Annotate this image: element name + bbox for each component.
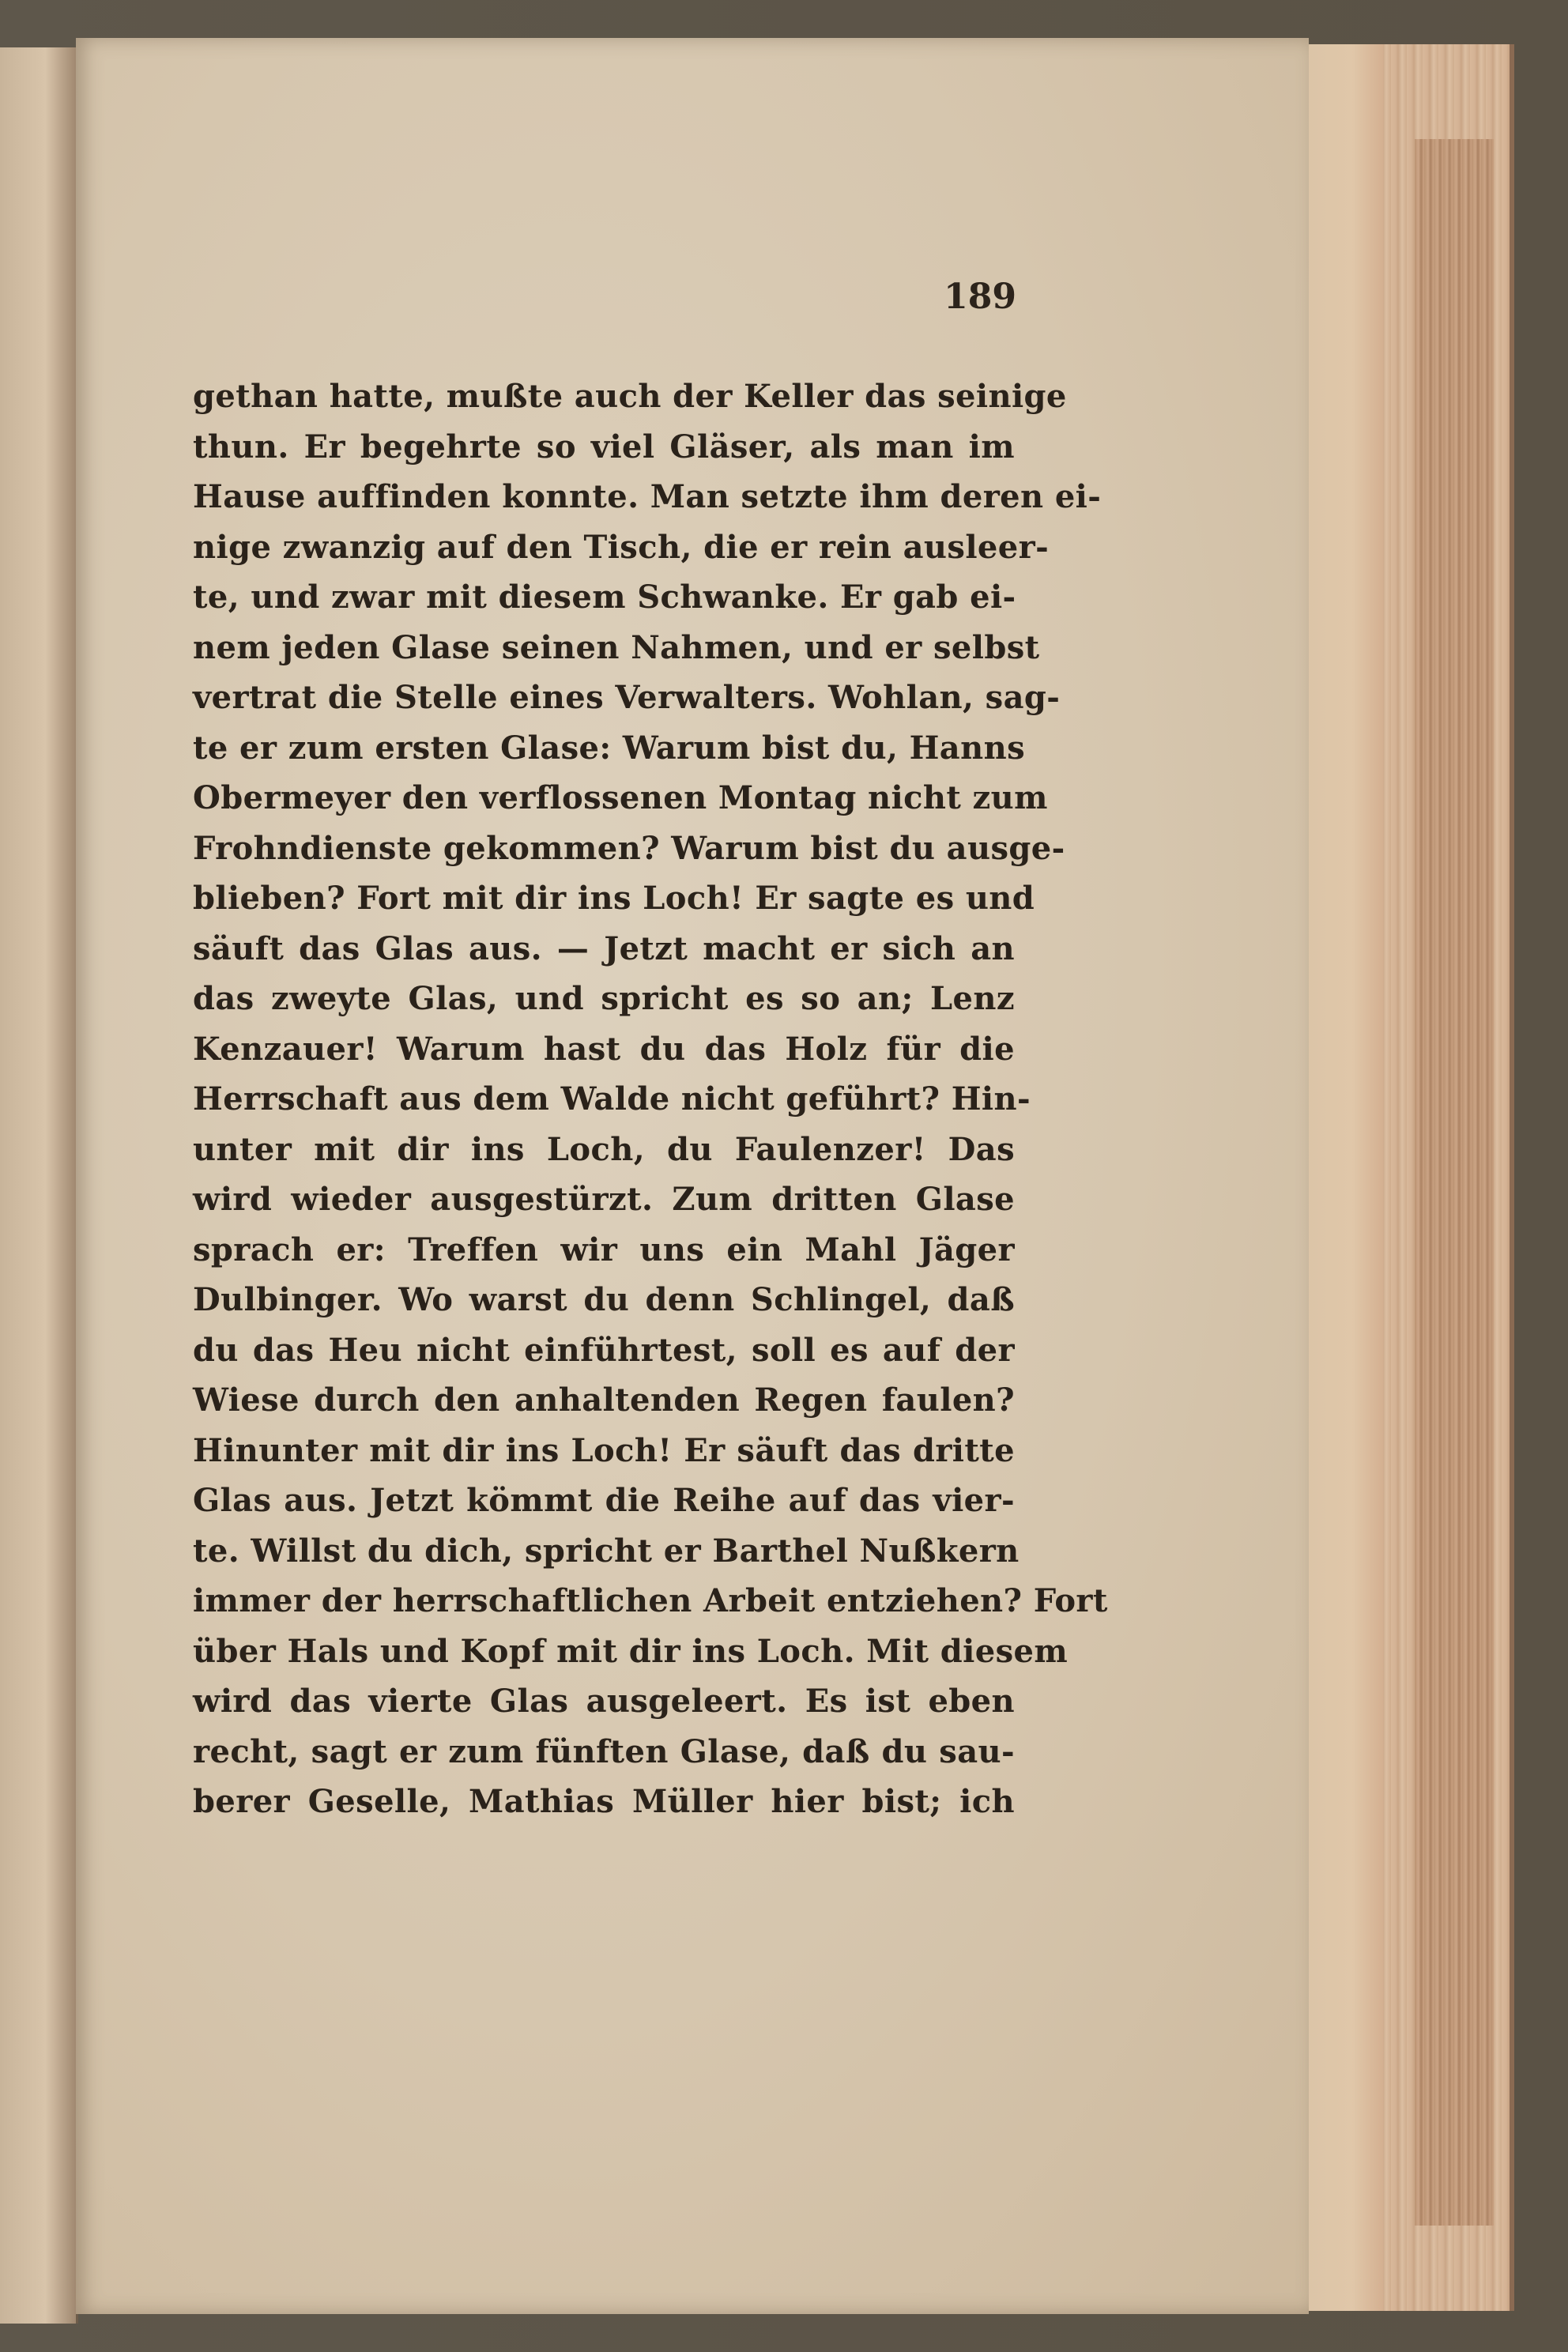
text-line: Kenzauer! Warum hast du das Holz für die <box>193 1030 1015 1068</box>
text-line: berer Geselle, Mathias Müller hier bist; ich <box>193 1783 1015 1820</box>
text-line: immer der herrschaftlichen Arbeit entziehen? Fort <box>193 1582 1108 1619</box>
text-line: thun. Er begehrte so viel Gläser, als man im <box>193 428 1015 466</box>
text-line: te, und zwar mit diesem Schwanke. Er gab ei- <box>193 579 1016 616</box>
page-block-edge <box>1415 139 1494 2226</box>
text-line: du das Heu nicht einführtest, soll es auf der <box>193 1331 1015 1369</box>
text-line: Dulbinger. Wo warst du denn Schlingel, daß <box>193 1281 1015 1318</box>
text-line: recht, sagt er zum fünften Glase, daß du sau- <box>193 1732 1015 1770</box>
text-line: säuft das Glas aus. — Jetzt macht er sich an <box>193 929 1015 967</box>
text-line: Obermeyer den verflossenen Montag nicht zum <box>193 779 1048 816</box>
text-line: Frohndienste gekommen? Warum bist du ausge- <box>193 829 1065 867</box>
text-line: Wiese durch den anhaltenden Regen faulen? <box>193 1381 1015 1419</box>
text-line: über Hals und Kopf mit dir ins Loch. Mit diesem <box>193 1632 1069 1670</box>
text-line: wird das vierte Glas ausgeleert. Es ist eben <box>193 1683 1015 1720</box>
body-text <box>193 371 1108 1827</box>
text-line: blieben? Fort mit dir ins Loch! Er sagte es und <box>193 880 1035 917</box>
previous-page-edge <box>0 47 78 2324</box>
text-line: Herrschaft aus dem Walde nicht geführt? Hin- <box>193 1080 1031 1118</box>
text-line: nige zwanzig auf den Tisch, die er rein ausleer- <box>193 528 1050 566</box>
text-line: unter mit dir ins Loch, du Faulenzer! Das <box>193 1130 1015 1168</box>
page-number: 189 <box>944 277 1016 317</box>
text-line: te er zum ersten Glase: Warum bist du, Hanns <box>193 729 1026 767</box>
text-line: te. Willst du dich, spricht er Barthel Nußkern <box>193 1532 1020 1570</box>
text-line: Hinunter mit dir ins Loch! Er säuft das dritte <box>193 1431 1015 1469</box>
text-line: Hause auffinden konnte. Man setzte ihm deren ei- <box>193 478 1102 515</box>
text-line: nem jeden Glase seinen Nahmen, und er selbst <box>193 628 1040 666</box>
text-line: gethan hatte, mußte auch der Keller das seinige <box>193 378 1067 415</box>
text-line: sprach er: Treffen wir uns ein Mahl Jäger <box>193 1231 1015 1268</box>
text-line: vertrat die Stelle eines Verwalters. Wohlan, sag- <box>193 679 1061 716</box>
text-line: wird wieder ausgestürzt. Zum dritten Glase <box>193 1181 1015 1218</box>
page-stack-edges <box>1280 44 1514 2311</box>
text-line: Glas aus. Jetzt kömmt die Reihe auf das vier- <box>193 1482 1015 1519</box>
text-line: das zweyte Glas, und spricht es so an; Lenz <box>193 980 1015 1017</box>
